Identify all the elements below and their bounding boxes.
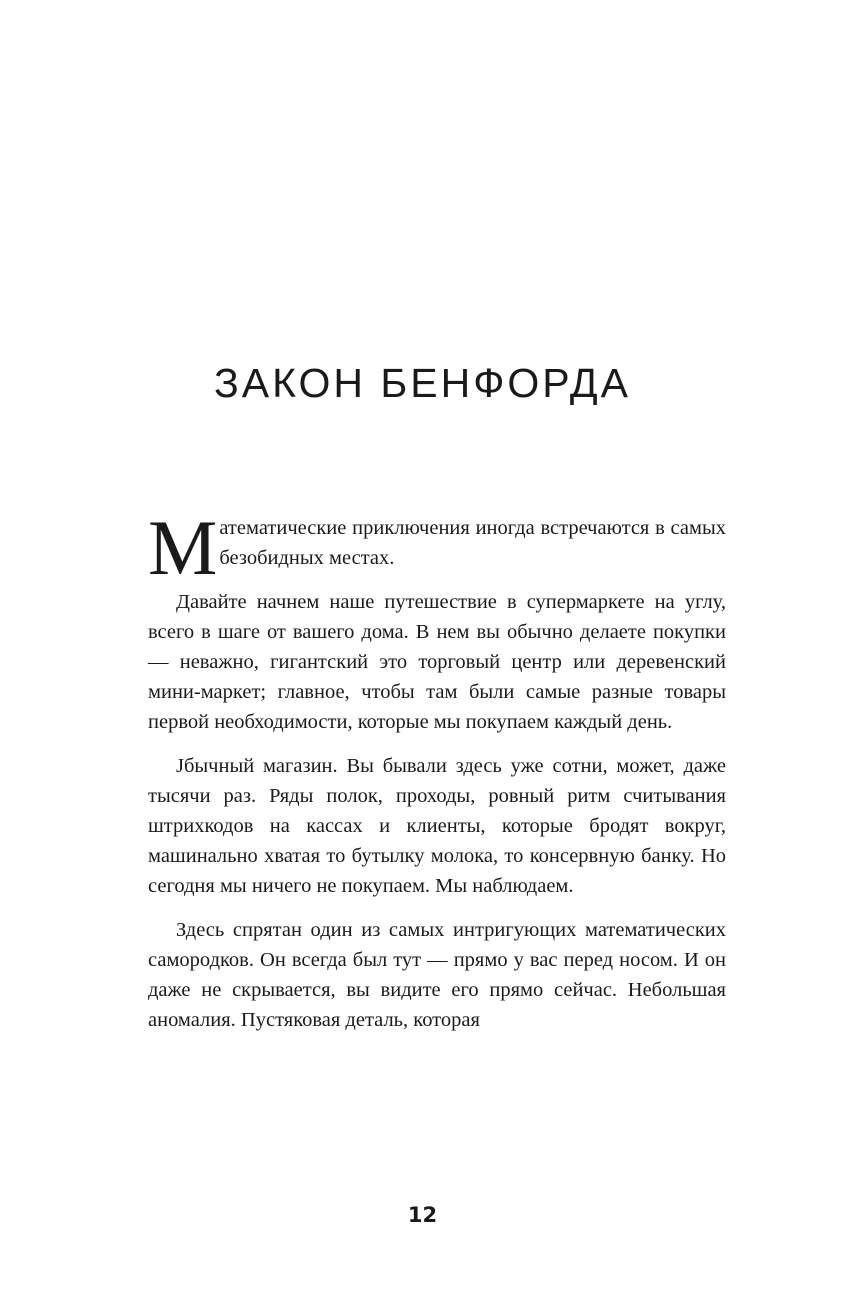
paragraph-1 bbox=[148, 504, 726, 591]
body-text bbox=[148, 504, 726, 1049]
paragraph-4: Здесь спрятан один из самых интригующих математических самородков. Он всегда был тут — прямо у вас перед носом. И он даже не скрывается, вы видите его прямо сейчас. Небольшая аномалия. Пустяковая деталь, которая bbox=[148, 919, 726, 1031]
paragraph-1-text: атематические приключения иногда встречаются в самых безобидных местах. bbox=[219, 517, 726, 569]
chapter-title: ЗАКОН БЕНФОРДА bbox=[213, 360, 632, 406]
paragraph-3: Јбычный магазин. Вы бывали здесь уже сотни, может, даже тысячи раз. Ряды полок, проходы, ровный ритм считывания штрихкодов на кассах и клиенты, которые бродят вокруг, машинально хватая то бутылку молока, то консервную банку. Но сегодня мы ничего не покупаем. Мы наблюдаем. bbox=[148, 755, 726, 897]
paragraph-2: Давайте начнем наше путешествие в супермаркете на углу, всего в шаге от вашего дома. В нем вы обычно делаете покупки — неважно, гигантский это торговый центр или деревенский мини-маркет; главное, чтобы там были самые разные товары первой необходимости, которые мы покупаем каждый день. bbox=[148, 591, 726, 733]
page-number: 12 bbox=[407, 1203, 438, 1227]
drop-cap: М bbox=[148, 504, 218, 591]
